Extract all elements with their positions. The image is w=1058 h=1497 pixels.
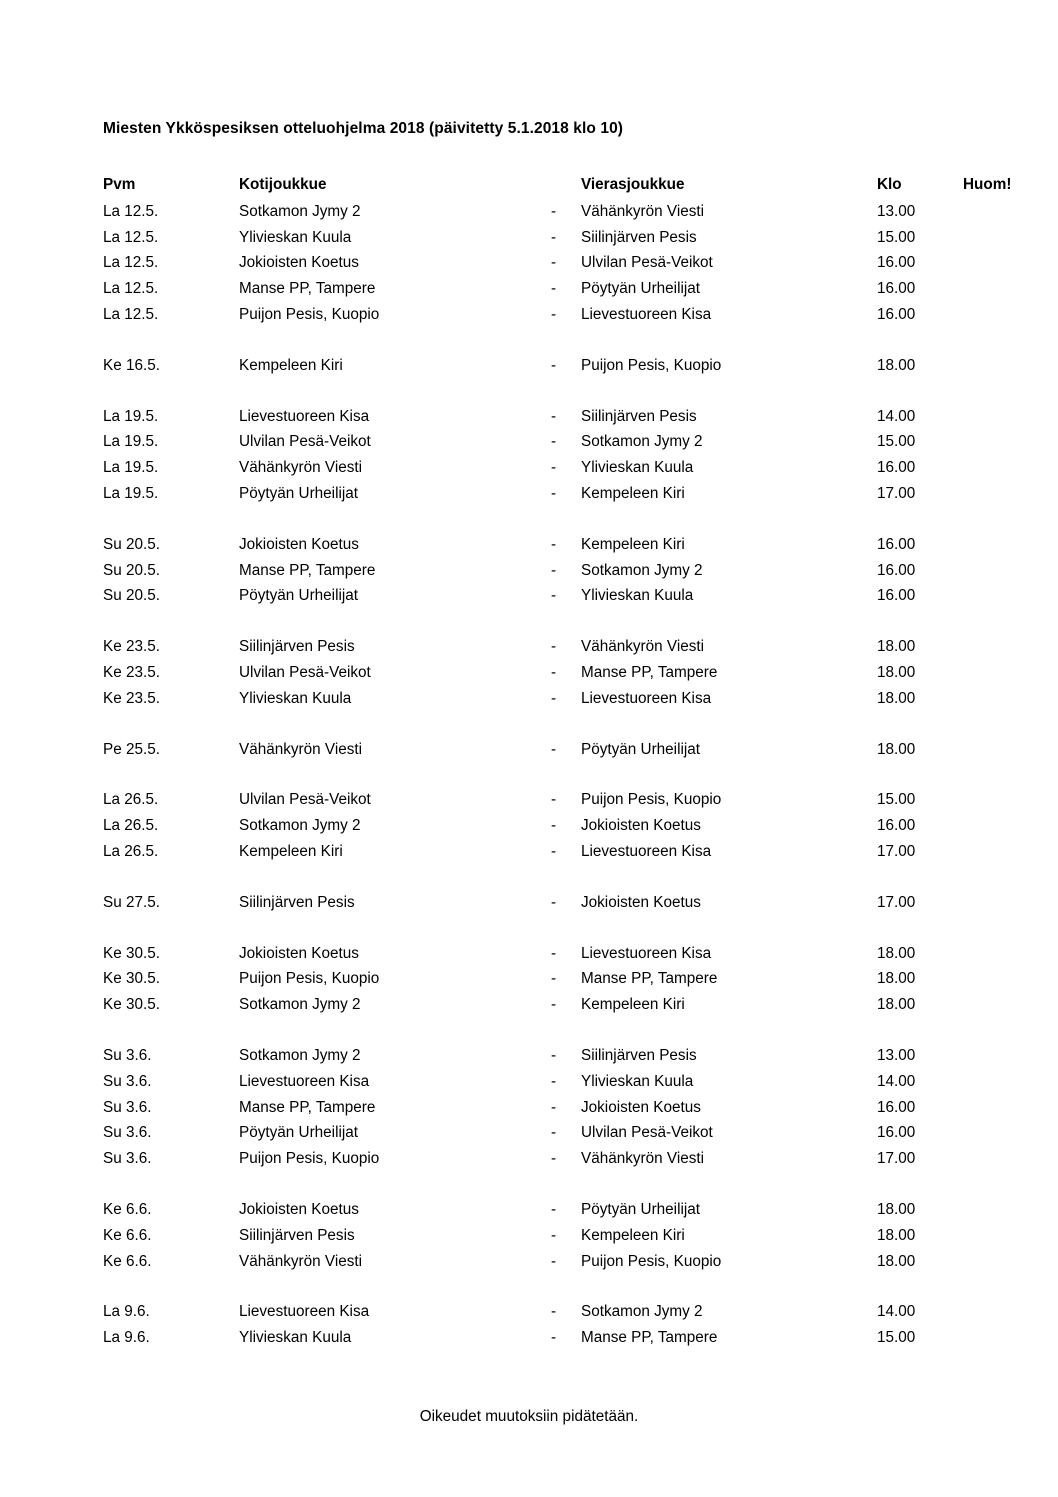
match-date: La 12.5. <box>103 280 159 298</box>
match-time: 14.00 <box>877 1072 916 1090</box>
match-date: La 19.5. <box>103 459 159 477</box>
home-team: Ylivieskan Kuula <box>239 228 352 246</box>
table-row <box>103 992 1058 1018</box>
match-date: Pe 25.5. <box>103 740 160 758</box>
match-note <box>963 558 1058 584</box>
versus-separator: - <box>551 254 557 272</box>
match-time: 18.00 <box>877 1226 916 1244</box>
versus-separator: - <box>551 1329 557 1347</box>
versus-separator: - <box>551 1226 557 1244</box>
match-note <box>963 1223 1058 1249</box>
match-time: 16.00 <box>877 254 916 272</box>
match-time: 18.00 <box>877 1252 916 1270</box>
table-row <box>103 1325 1058 1351</box>
away-team: Kempeleen Kiri <box>581 535 685 553</box>
home-team: Lievestuoreen Kisa <box>239 1072 370 1090</box>
away-team: Puijon Pesis, Kuopio <box>581 1252 722 1270</box>
match-date: Ke 30.5. <box>103 944 160 962</box>
column-header-date: Pvm <box>103 176 136 193</box>
match-time: 18.00 <box>877 944 916 962</box>
versus-separator: - <box>551 944 557 962</box>
versus-separator: - <box>551 817 557 835</box>
match-note <box>963 787 1058 813</box>
versus-separator: - <box>551 356 557 374</box>
match-time: 13.00 <box>877 202 916 220</box>
match-note <box>963 686 1058 712</box>
table-row <box>103 1146 1058 1172</box>
match-time: 16.00 <box>877 305 916 323</box>
home-team: Sotkamon Jymy 2 <box>239 817 361 835</box>
table-row <box>103 225 1058 251</box>
away-team: Manse PP, Tampere <box>581 1329 718 1347</box>
versus-separator: - <box>551 535 557 553</box>
column-header-note: Huom! <box>963 176 1012 193</box>
match-time: 16.00 <box>877 535 916 553</box>
away-team: Ylivieskan Kuula <box>581 1072 694 1090</box>
match-date: Ke 16.5. <box>103 356 160 374</box>
match-note <box>963 532 1058 558</box>
match-date: La 9.6. <box>103 1329 150 1347</box>
match-date: Ke 30.5. <box>103 970 160 988</box>
match-note <box>963 276 1058 302</box>
column-header-away: Vierasjoukkue <box>581 176 685 193</box>
table-row <box>103 353 1058 379</box>
versus-separator: - <box>551 459 557 477</box>
table-row-spacer <box>103 609 1058 634</box>
match-date: La 9.6. <box>103 1303 150 1321</box>
spacer-cell <box>103 916 1058 941</box>
match-date: La 12.5. <box>103 305 159 323</box>
match-date: La 19.5. <box>103 484 159 502</box>
table-row <box>103 890 1058 916</box>
home-team: Sotkamon Jymy 2 <box>239 1046 361 1064</box>
match-date: Su 20.5. <box>103 587 160 605</box>
table-row <box>103 302 1058 328</box>
match-time: 18.00 <box>877 638 916 656</box>
match-note <box>963 429 1058 455</box>
spacer-cell <box>103 1172 1058 1197</box>
match-note <box>963 225 1058 251</box>
match-note <box>963 353 1058 379</box>
versus-separator: - <box>551 1150 557 1168</box>
table-row <box>103 1120 1058 1146</box>
table-row <box>103 532 1058 558</box>
match-date: Su 3.6. <box>103 1150 152 1168</box>
match-time: 16.00 <box>877 561 916 579</box>
match-note <box>963 1325 1058 1351</box>
column-header-dash <box>551 172 581 199</box>
spacer-cell <box>103 865 1058 890</box>
match-date: Ke 30.5. <box>103 996 160 1014</box>
spacer-cell <box>103 712 1058 737</box>
table-row <box>103 813 1058 839</box>
home-team: Sotkamon Jymy 2 <box>239 996 361 1014</box>
home-team: Jokioisten Koetus <box>239 1200 359 1218</box>
match-note <box>963 1095 1058 1121</box>
match-time: 17.00 <box>877 484 916 502</box>
match-note <box>963 250 1058 276</box>
match-time: 13.00 <box>877 1046 916 1064</box>
versus-separator: - <box>551 433 557 451</box>
away-team: Vähänkyrön Viesti <box>581 1150 705 1168</box>
home-team: Jokioisten Koetus <box>239 944 359 962</box>
table-row-spacer <box>103 328 1058 353</box>
table-row-spacer <box>103 1274 1058 1299</box>
match-note <box>963 966 1058 992</box>
table-row <box>103 404 1058 430</box>
spacer-cell <box>103 379 1058 404</box>
away-team: Siilinjärven Pesis <box>581 1046 697 1064</box>
table-row <box>103 583 1058 609</box>
match-time: 15.00 <box>877 433 916 451</box>
match-date: La 26.5. <box>103 817 159 835</box>
away-team: Lievestuoreen Kisa <box>581 944 712 962</box>
match-date: Ke 23.5. <box>103 638 160 656</box>
match-note <box>963 1069 1058 1095</box>
table-row <box>103 966 1058 992</box>
away-team: Siilinjärven Pesis <box>581 228 697 246</box>
page-title: Miesten Ykköspesiksen otteluohjelma 2018 (päivitetty 5.1.2018 klo 10) <box>103 120 624 137</box>
table-row <box>103 455 1058 481</box>
match-note <box>963 302 1058 328</box>
away-team: Manse PP, Tampere <box>581 970 718 988</box>
spacer-cell <box>103 507 1058 532</box>
match-date: Su 20.5. <box>103 561 160 579</box>
versus-separator: - <box>551 638 557 656</box>
versus-separator: - <box>551 1303 557 1321</box>
home-team: Lievestuoreen Kisa <box>239 407 370 425</box>
table-row <box>103 787 1058 813</box>
away-team: Kempeleen Kiri <box>581 996 685 1014</box>
match-date: La 26.5. <box>103 791 159 809</box>
away-team: Pöytyän Urheilijat <box>581 280 701 298</box>
column-header-time: Klo <box>877 176 902 193</box>
away-team: Lievestuoreen Kisa <box>581 305 712 323</box>
match-schedule-table <box>103 172 1058 1351</box>
home-team: Sotkamon Jymy 2 <box>239 202 361 220</box>
match-date: Su 3.6. <box>103 1072 152 1090</box>
home-team: Siilinjärven Pesis <box>239 893 355 911</box>
table-row <box>103 634 1058 660</box>
match-note <box>963 404 1058 430</box>
table-row <box>103 276 1058 302</box>
match-date: Su 3.6. <box>103 1098 152 1116</box>
home-team: Jokioisten Koetus <box>239 254 359 272</box>
match-time: 17.00 <box>877 842 916 860</box>
match-date: Ke 6.6. <box>103 1226 152 1244</box>
away-team: Sotkamon Jymy 2 <box>581 433 703 451</box>
table-row-spacer <box>103 1018 1058 1043</box>
home-team: Manse PP, Tampere <box>239 280 376 298</box>
versus-separator: - <box>551 1072 557 1090</box>
away-team: Jokioisten Koetus <box>581 1098 701 1116</box>
match-note <box>963 455 1058 481</box>
table-header <box>103 172 1058 199</box>
table-row <box>103 1299 1058 1325</box>
match-date: Su 20.5. <box>103 535 160 553</box>
match-note <box>963 634 1058 660</box>
table-row-spacer <box>103 865 1058 890</box>
away-team: Ulvilan Pesä-Veikot <box>581 254 713 272</box>
home-team: Pöytyän Urheilijat <box>239 484 359 502</box>
table-row <box>103 660 1058 686</box>
match-date: Ke 23.5. <box>103 689 160 707</box>
match-time: 18.00 <box>877 689 916 707</box>
match-note <box>963 941 1058 967</box>
home-team: Siilinjärven Pesis <box>239 1226 355 1244</box>
home-team: Manse PP, Tampere <box>239 1098 376 1116</box>
match-time: 17.00 <box>877 1150 916 1168</box>
match-date: La 12.5. <box>103 202 159 220</box>
away-team: Ulvilan Pesä-Veikot <box>581 1124 713 1142</box>
table-row <box>103 737 1058 763</box>
away-team: Puijon Pesis, Kuopio <box>581 791 722 809</box>
home-team: Pöytyän Urheilijat <box>239 587 359 605</box>
spacer-cell <box>103 328 1058 353</box>
away-team: Ylivieskan Kuula <box>581 459 694 477</box>
match-note <box>963 839 1058 865</box>
table-row <box>103 481 1058 507</box>
match-time: 18.00 <box>877 996 916 1014</box>
versus-separator: - <box>551 791 557 809</box>
table-row <box>103 839 1058 865</box>
home-team: Jokioisten Koetus <box>239 535 359 553</box>
versus-separator: - <box>551 484 557 502</box>
versus-separator: - <box>551 280 557 298</box>
versus-separator: - <box>551 228 557 246</box>
match-time: 16.00 <box>877 817 916 835</box>
home-team: Vähänkyrön Viesti <box>239 740 363 758</box>
versus-separator: - <box>551 893 557 911</box>
home-team: Kempeleen Kiri <box>239 356 343 374</box>
home-team: Ulvilan Pesä-Veikot <box>239 663 371 681</box>
away-team: Lievestuoreen Kisa <box>581 842 712 860</box>
table-row <box>103 1197 1058 1223</box>
match-note <box>963 992 1058 1018</box>
table-row-spacer <box>103 1172 1058 1197</box>
home-team: Ylivieskan Kuula <box>239 1329 352 1347</box>
versus-separator: - <box>551 407 557 425</box>
footer-note: Oikeudet muutoksiin pidätetään. <box>419 1408 639 1425</box>
match-note <box>963 890 1058 916</box>
match-date: La 12.5. <box>103 228 159 246</box>
column-header-home: Kotijoukkue <box>239 176 327 193</box>
match-time: 18.00 <box>877 356 916 374</box>
versus-separator: - <box>551 587 557 605</box>
table-row <box>103 941 1058 967</box>
spacer-cell <box>103 1018 1058 1043</box>
match-time: 15.00 <box>877 1329 916 1347</box>
match-date: Ke 23.5. <box>103 663 160 681</box>
match-note <box>963 813 1058 839</box>
match-date: Su 3.6. <box>103 1124 152 1142</box>
home-team: Puijon Pesis, Kuopio <box>239 305 380 323</box>
versus-separator: - <box>551 996 557 1014</box>
versus-separator: - <box>551 1046 557 1064</box>
table-header-row <box>103 172 1058 199</box>
spacer-cell <box>103 1274 1058 1299</box>
home-team: Vähänkyrön Viesti <box>239 459 363 477</box>
away-team: Kempeleen Kiri <box>581 1226 685 1244</box>
away-team: Kempeleen Kiri <box>581 484 685 502</box>
away-team: Sotkamon Jymy 2 <box>581 1303 703 1321</box>
home-team: Ulvilan Pesä-Veikot <box>239 791 371 809</box>
away-team: Vähänkyrön Viesti <box>581 638 705 656</box>
away-team: Lievestuoreen Kisa <box>581 689 712 707</box>
away-team: Puijon Pesis, Kuopio <box>581 356 722 374</box>
home-team: Puijon Pesis, Kuopio <box>239 1150 380 1168</box>
versus-separator: - <box>551 202 557 220</box>
match-time: 17.00 <box>877 893 916 911</box>
away-team: Pöytyän Urheilijat <box>581 1200 701 1218</box>
match-note <box>963 737 1058 763</box>
home-team: Ulvilan Pesä-Veikot <box>239 433 371 451</box>
table-row <box>103 1223 1058 1249</box>
match-time: 18.00 <box>877 740 916 758</box>
away-team: Jokioisten Koetus <box>581 817 701 835</box>
home-team: Manse PP, Tampere <box>239 561 376 579</box>
home-team: Kempeleen Kiri <box>239 842 343 860</box>
home-team: Pöytyän Urheilijat <box>239 1124 359 1142</box>
home-team: Lievestuoreen Kisa <box>239 1303 370 1321</box>
match-time: 18.00 <box>877 1200 916 1218</box>
spacer-cell <box>103 762 1058 787</box>
match-date: La 19.5. <box>103 433 159 451</box>
table-row <box>103 429 1058 455</box>
match-time: 16.00 <box>877 587 916 605</box>
match-date: La 12.5. <box>103 254 159 272</box>
match-time: 14.00 <box>877 407 916 425</box>
versus-separator: - <box>551 1098 557 1116</box>
match-note <box>963 1249 1058 1275</box>
match-note <box>963 481 1058 507</box>
away-team: Vähänkyrön Viesti <box>581 202 705 220</box>
match-note <box>963 1299 1058 1325</box>
spacer-cell <box>103 609 1058 634</box>
versus-separator: - <box>551 740 557 758</box>
match-date: La 26.5. <box>103 842 159 860</box>
match-note <box>963 1197 1058 1223</box>
table-body <box>103 199 1058 1351</box>
match-date: Ke 6.6. <box>103 1200 152 1218</box>
away-team: Ylivieskan Kuula <box>581 587 694 605</box>
table-row <box>103 1043 1058 1069</box>
away-team: Siilinjärven Pesis <box>581 407 697 425</box>
table-row <box>103 199 1058 225</box>
match-date: Ke 6.6. <box>103 1252 152 1270</box>
away-team: Manse PP, Tampere <box>581 663 718 681</box>
table-row-spacer <box>103 379 1058 404</box>
away-team: Sotkamon Jymy 2 <box>581 561 703 579</box>
match-date: La 19.5. <box>103 407 159 425</box>
table-row-spacer <box>103 762 1058 787</box>
match-date: Su 27.5. <box>103 893 160 911</box>
table-row <box>103 558 1058 584</box>
table-row <box>103 1069 1058 1095</box>
away-team: Pöytyän Urheilijat <box>581 740 701 758</box>
away-team: Jokioisten Koetus <box>581 893 701 911</box>
home-team: Vähänkyrön Viesti <box>239 1252 363 1270</box>
match-time: 18.00 <box>877 663 916 681</box>
match-note <box>963 660 1058 686</box>
table-row <box>103 1095 1058 1121</box>
match-time: 15.00 <box>877 228 916 246</box>
match-time: 16.00 <box>877 1098 916 1116</box>
table-row-spacer <box>103 916 1058 941</box>
table-row-spacer <box>103 507 1058 532</box>
table-row <box>103 1249 1058 1275</box>
match-time: 16.00 <box>877 280 916 298</box>
match-time: 16.00 <box>877 1124 916 1142</box>
versus-separator: - <box>551 1124 557 1142</box>
home-team: Ylivieskan Kuula <box>239 689 352 707</box>
match-time: 18.00 <box>877 970 916 988</box>
match-date: Su 3.6. <box>103 1046 152 1064</box>
home-team: Siilinjärven Pesis <box>239 638 355 656</box>
table-row <box>103 686 1058 712</box>
versus-separator: - <box>551 305 557 323</box>
match-note <box>963 583 1058 609</box>
versus-separator: - <box>551 842 557 860</box>
versus-separator: - <box>551 663 557 681</box>
table-row <box>103 250 1058 276</box>
match-note <box>963 199 1058 225</box>
versus-separator: - <box>551 1252 557 1270</box>
versus-separator: - <box>551 689 557 707</box>
home-team: Puijon Pesis, Kuopio <box>239 970 380 988</box>
versus-separator: - <box>551 970 557 988</box>
table-row-spacer <box>103 712 1058 737</box>
match-time: 15.00 <box>877 791 916 809</box>
versus-separator: - <box>551 1200 557 1218</box>
match-note <box>963 1146 1058 1172</box>
match-note <box>963 1120 1058 1146</box>
match-time: 16.00 <box>877 459 916 477</box>
versus-separator: - <box>551 561 557 579</box>
match-time: 14.00 <box>877 1303 916 1321</box>
match-note <box>963 1043 1058 1069</box>
